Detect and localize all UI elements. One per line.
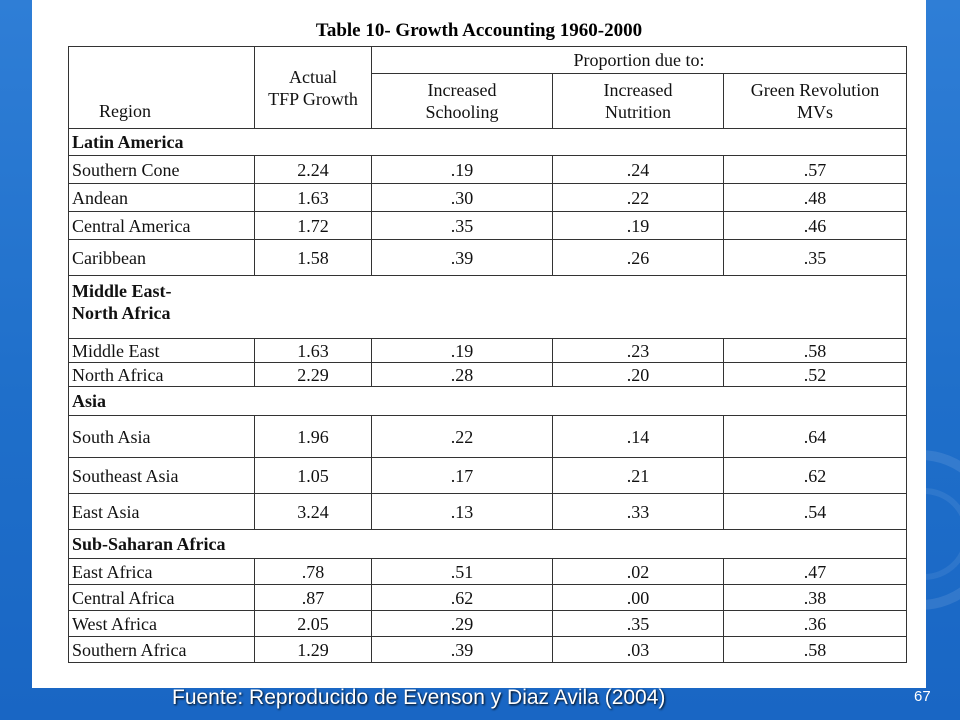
table-row — [69, 212, 907, 240]
cell-region: South Asia — [69, 416, 255, 458]
header-nutrition-line2: Nutrition — [605, 102, 671, 122]
header-green-line2: MVs — [796, 102, 833, 122]
header-row-top — [69, 47, 907, 74]
table-row — [69, 637, 907, 663]
table-row — [69, 240, 907, 276]
cell-region: Southern Cone — [69, 156, 255, 184]
header-schooling-line1: Increased — [427, 80, 497, 100]
cell-green: .52 — [724, 363, 907, 387]
table-row — [69, 494, 907, 530]
cell-green: .57 — [724, 156, 907, 184]
cell-tfp: 1.63 — [255, 184, 372, 212]
cell-schooling: .13 — [372, 494, 553, 530]
cell-nutrition: .14 — [553, 416, 724, 458]
header-tfp-line1: Actual — [289, 66, 337, 87]
cell-schooling: .29 — [372, 611, 553, 637]
cell-region: Southern Africa — [69, 637, 255, 663]
cell-tfp: 2.24 — [255, 156, 372, 184]
table-row — [69, 156, 907, 184]
source-footer: Fuente: Reproducido de Evenson y Diaz Avila (2004) — [172, 686, 666, 709]
cell-green: .38 — [724, 585, 907, 611]
cell-nutrition: .19 — [553, 212, 724, 240]
table-row — [69, 363, 907, 387]
cell-tfp: 1.96 — [255, 416, 372, 458]
cell-region: East Africa — [69, 559, 255, 585]
table-row — [69, 559, 907, 585]
group-label — [69, 276, 907, 339]
cell-nutrition: .02 — [553, 559, 724, 585]
cell-green: .58 — [724, 339, 907, 363]
cell-tfp: 3.24 — [255, 494, 372, 530]
cell-schooling: .28 — [372, 363, 553, 387]
group-label: Asia — [69, 387, 907, 416]
cell-schooling: .39 — [372, 637, 553, 663]
cell-nutrition: .26 — [553, 240, 724, 276]
cell-nutrition: .22 — [553, 184, 724, 212]
cell-tfp: 2.29 — [255, 363, 372, 387]
header-schooling-line2: Schooling — [425, 102, 499, 122]
cell-nutrition: .33 — [553, 494, 724, 530]
cell-schooling: .17 — [372, 458, 553, 494]
cell-tfp: 1.05 — [255, 458, 372, 494]
page-number: 67 — [914, 688, 931, 705]
cell-schooling: .19 — [372, 339, 553, 363]
cell-green: .54 — [724, 494, 907, 530]
cell-nutrition: .00 — [553, 585, 724, 611]
cell-region: North Africa — [69, 363, 255, 387]
cell-schooling: .35 — [372, 212, 553, 240]
cell-schooling: .62 — [372, 585, 553, 611]
group-row-latin-america — [69, 129, 907, 156]
table-row — [69, 458, 907, 494]
cell-green: .48 — [724, 184, 907, 212]
cell-tfp: .87 — [255, 585, 372, 611]
cell-green: .35 — [724, 240, 907, 276]
header-tfp-line2: TFP Growth — [268, 88, 358, 109]
cell-nutrition: .03 — [553, 637, 724, 663]
cell-region: Andean — [69, 184, 255, 212]
cell-region: Central Africa — [69, 585, 255, 611]
group-row-middle-east-north-africa — [69, 276, 907, 339]
cell-schooling: .30 — [372, 184, 553, 212]
table-title: Table 10- Growth Accounting 1960-2000 — [315, 20, 643, 41]
growth-accounting-table — [68, 46, 907, 663]
group-label-line1: Middle East- — [72, 281, 172, 301]
cell-schooling: .19 — [372, 156, 553, 184]
table-row — [69, 585, 907, 611]
cell-tfp: 1.63 — [255, 339, 372, 363]
cell-nutrition: .23 — [553, 339, 724, 363]
cell-green: .62 — [724, 458, 907, 494]
slide-content — [32, 0, 926, 688]
cell-tfp: 2.05 — [255, 611, 372, 637]
cell-region: East Asia — [69, 494, 255, 530]
cell-tfp: 1.72 — [255, 212, 372, 240]
cell-nutrition: .20 — [553, 363, 724, 387]
group-label-line2: North Africa — [72, 303, 171, 323]
cell-green: .58 — [724, 637, 907, 663]
header-green-revolution — [724, 74, 907, 129]
cell-region: West Africa — [69, 611, 255, 637]
table-row — [69, 339, 907, 363]
header-nutrition-line1: Increased — [603, 80, 673, 100]
cell-tfp: 1.29 — [255, 637, 372, 663]
header-schooling — [372, 74, 553, 129]
table-row — [69, 416, 907, 458]
cell-tfp: 1.58 — [255, 240, 372, 276]
header-region: Region — [69, 47, 255, 129]
group-row-sub-saharan-africa — [69, 530, 907, 559]
cell-region: Southeast Asia — [69, 458, 255, 494]
cell-nutrition: .35 — [553, 611, 724, 637]
group-label: Sub-Saharan Africa — [69, 530, 907, 559]
group-row-asia — [69, 387, 907, 416]
cell-tfp: .78 — [255, 559, 372, 585]
cell-nutrition: .24 — [553, 156, 724, 184]
header-green-line1: Green Revolution — [750, 80, 880, 100]
cell-schooling: .22 — [372, 416, 553, 458]
header-tfp — [255, 47, 372, 129]
table-row — [69, 184, 907, 212]
cell-green: .64 — [724, 416, 907, 458]
table-row — [69, 611, 907, 637]
cell-green: .47 — [724, 559, 907, 585]
cell-schooling: .51 — [372, 559, 553, 585]
cell-region: Caribbean — [69, 240, 255, 276]
cell-green: .36 — [724, 611, 907, 637]
cell-region: Middle East — [69, 339, 255, 363]
header-nutrition — [553, 74, 724, 129]
cell-green: .46 — [724, 212, 907, 240]
cell-region: Central America — [69, 212, 255, 240]
cell-schooling: .39 — [372, 240, 553, 276]
cell-nutrition: .21 — [553, 458, 724, 494]
group-label: Latin America — [69, 129, 907, 156]
header-proportion: Proportion due to: — [372, 47, 907, 74]
